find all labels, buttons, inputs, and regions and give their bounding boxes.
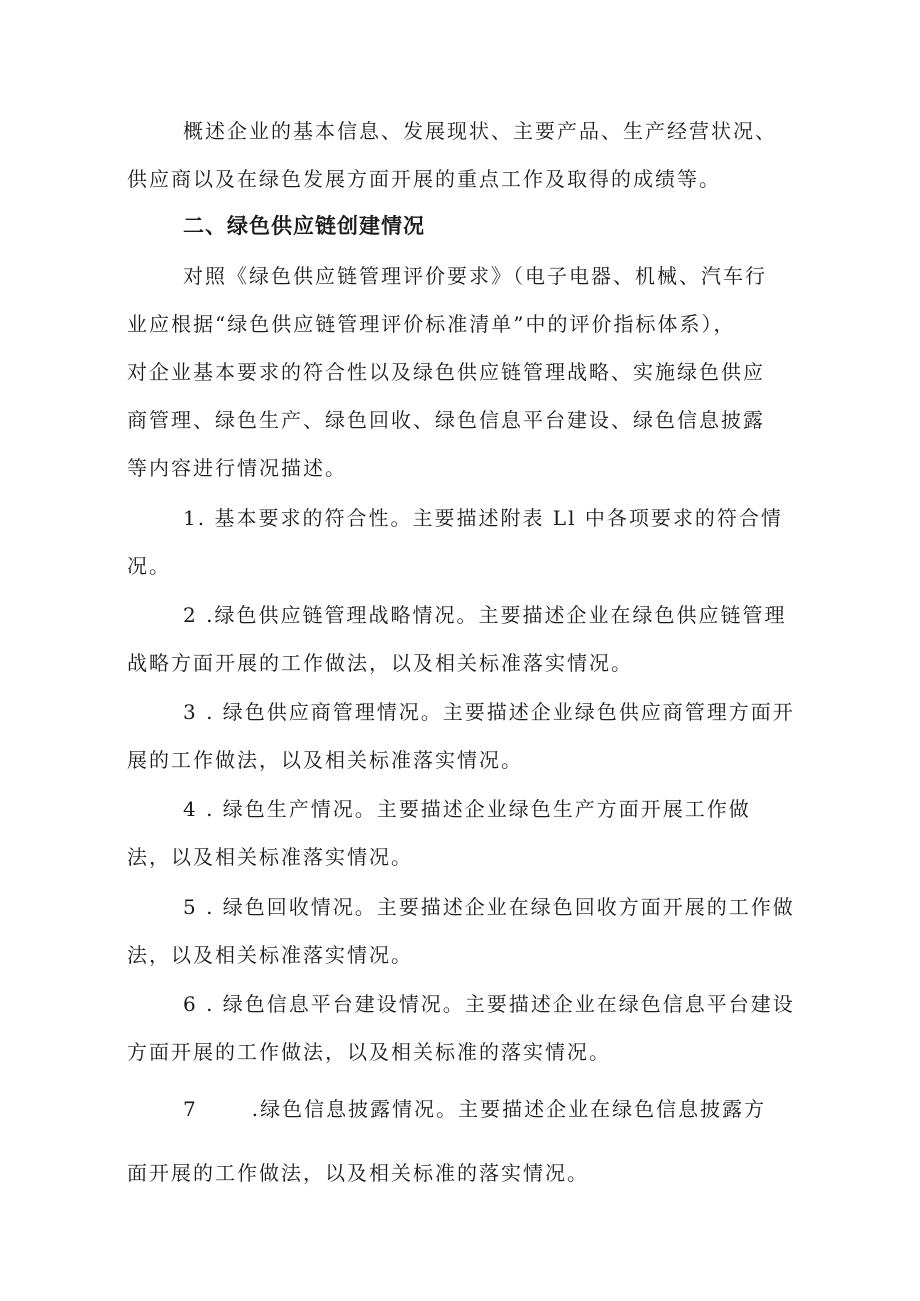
item-4-line-1: 4 . 绿色生产情况。主要描述企业绿色生产方面开展工作做 — [183, 797, 751, 821]
item-6-line-2: 方面开展的工作做法，以及相关标准的落实情况。 — [127, 1040, 611, 1064]
item-5-line-1: 5 . 绿色回收情况。主要描述企业在绿色回收方面开展的工作做 — [183, 895, 795, 919]
item-1-line-1: 1. 基本要求的符合性。主要描述附表 Ll 中各项要求的符合情 — [183, 506, 783, 530]
intro-line-4: 商管理、绿色生产、绿色回收、绿色信息平台建设、绿色信息披露 — [127, 408, 765, 432]
item-4-line-2: 法，以及相关标准落实情况。 — [127, 845, 413, 869]
item-7-text: .绿色信息披露情况。主要描述企业在绿色信息披露方 — [251, 1097, 767, 1121]
item-1-line-2: 况。 — [127, 554, 171, 578]
item-7-line-1 — [183, 1097, 766, 1121]
item-2-line-2: 战略方面开展的工作做法，以及相关标准落实情况。 — [127, 651, 633, 675]
item-2-line-1: 2 .绿色供应链管理战略情况。主要描述企业在绿色供应链管理 — [183, 603, 787, 627]
item-3-line-1: 3 . 绿色供应商管理情况。主要描述企业绿色供应商管理方面开 — [183, 700, 795, 724]
overview-line-2: 供应商以及在绿色发展方面开展的重点工作及取得的成绩等。 — [127, 167, 721, 191]
intro-line-5: 等内容进行情况描述。 — [127, 456, 347, 480]
item-3-line-2: 展的工作做法，以及相关标准落实情况。 — [127, 748, 523, 772]
intro-line-1: 对照《绿色供应链管理评价要求》（电子电器、机械、汽车行 — [183, 264, 767, 288]
item-7-line-2: 面开展的工作做法，以及相关标准的落实情况。 — [127, 1161, 589, 1185]
intro-line-2: 业应根据“绿色供应链管理评价标准清单”中的评价指标体系）， — [127, 312, 736, 336]
overview-line-1: 概述企业的基本信息、发展现状、主要产品、生产经营状况、 — [183, 119, 777, 143]
item-5-line-2: 法，以及相关标准落实情况。 — [127, 943, 413, 967]
item-7-number: 7 — [183, 1097, 198, 1121]
intro-line-3: 对企业基本要求的符合性以及绿色供应链管理战略、实施绿色供应 — [127, 360, 765, 384]
section-heading: 二、绿色供应链创建情况 — [183, 214, 425, 238]
item-6-line-1: 6 . 绿色信息平台建设情况。主要描述企业在绿色信息平台建设 — [183, 992, 795, 1016]
